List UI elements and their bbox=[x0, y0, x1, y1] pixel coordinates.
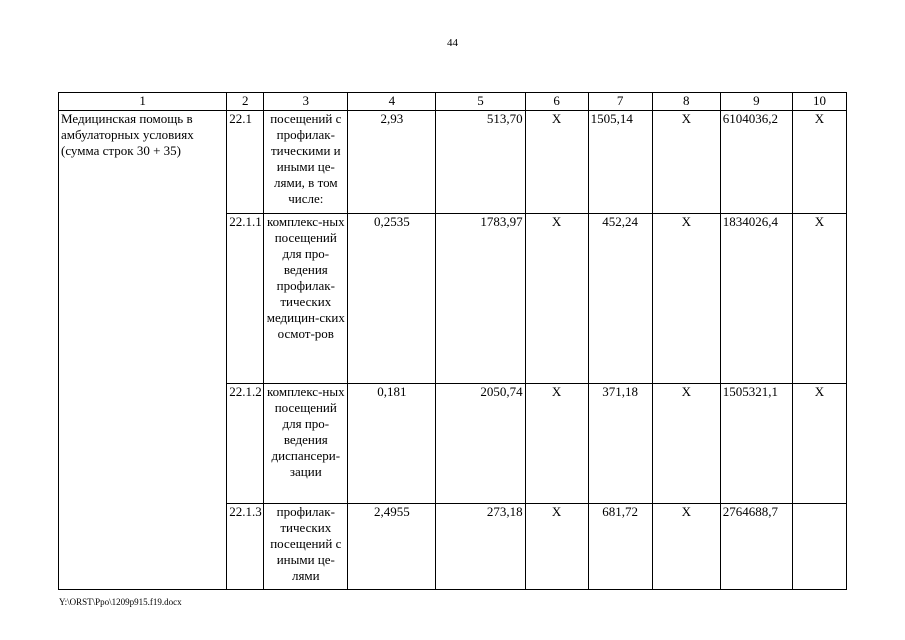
row-code: 22.1.3 bbox=[227, 504, 264, 590]
row-description: комплекс-ных посещений для про-ведения диспансери-зации bbox=[264, 384, 348, 504]
cell-col6: Х bbox=[525, 384, 588, 504]
data-table bbox=[58, 92, 847, 590]
cell-col6: Х bbox=[525, 111, 588, 214]
cell-col7: 1505,14 bbox=[588, 111, 652, 214]
cell-col9: 1505321,1 bbox=[720, 384, 792, 504]
cell-col8: Х bbox=[652, 504, 720, 590]
cell-col10: Х bbox=[792, 111, 846, 214]
row-code: 22.1 bbox=[227, 111, 264, 214]
footer-file-path: Y:\ORST\Ppo\1209p915.f19.docx bbox=[59, 597, 182, 607]
page-number: 44 bbox=[447, 37, 458, 49]
column-header: 8 bbox=[652, 93, 720, 111]
cell-col5: 513,70 bbox=[436, 111, 525, 214]
cell-col10: Х bbox=[792, 384, 846, 504]
header-row bbox=[59, 93, 847, 111]
cell-col9: 1834026,4 bbox=[720, 214, 792, 384]
cell-col5: 273,18 bbox=[436, 504, 525, 590]
column-header: 6 bbox=[525, 93, 588, 111]
cell-col7: 681,72 bbox=[588, 504, 652, 590]
cell-col6: Х bbox=[525, 504, 588, 590]
row-code: 22.1.1 bbox=[227, 214, 264, 384]
cell-col7: 371,18 bbox=[588, 384, 652, 504]
cell-col5: 1783,97 bbox=[436, 214, 525, 384]
table-row bbox=[59, 111, 847, 214]
cell-col10 bbox=[792, 504, 846, 590]
cell-col5: 2050,74 bbox=[436, 384, 525, 504]
cell-col4: 2,93 bbox=[348, 111, 436, 214]
row-code: 22.1.2 bbox=[227, 384, 264, 504]
cell-col8: Х bbox=[652, 214, 720, 384]
cell-col8: Х bbox=[652, 111, 720, 214]
column-header: 10 bbox=[792, 93, 846, 111]
row-description: посещений с профилак-тическими и иными це-лями, в том числе: bbox=[264, 111, 348, 214]
section-title-cell: Медицинская помощь в амбулаторных условиях (сумма строк 30 + 35) bbox=[59, 111, 227, 590]
cell-col7: 452,24 bbox=[588, 214, 652, 384]
row-description: комплекс-ных посещений для про-ведения профилак-тических медицин-ских осмот-ров bbox=[264, 214, 348, 384]
cell-col9: 6104036,2 bbox=[720, 111, 792, 214]
column-header: 7 bbox=[588, 93, 652, 111]
column-header: 9 bbox=[720, 93, 792, 111]
row-description: профилак-тических посещений с иными це-лями bbox=[264, 504, 348, 590]
cell-col10: Х bbox=[792, 214, 846, 384]
cell-col6: Х bbox=[525, 214, 588, 384]
cell-col9: 2764688,7 bbox=[720, 504, 792, 590]
column-header: 2 bbox=[227, 93, 264, 111]
column-header: 4 bbox=[348, 93, 436, 111]
cell-col4: 2,4955 bbox=[348, 504, 436, 590]
cell-col4: 0,2535 bbox=[348, 214, 436, 384]
cell-col8: Х bbox=[652, 384, 720, 504]
cell-col4: 0,181 bbox=[348, 384, 436, 504]
column-header: 3 bbox=[264, 93, 348, 111]
column-header: 5 bbox=[436, 93, 525, 111]
column-header: 1 bbox=[59, 93, 227, 111]
